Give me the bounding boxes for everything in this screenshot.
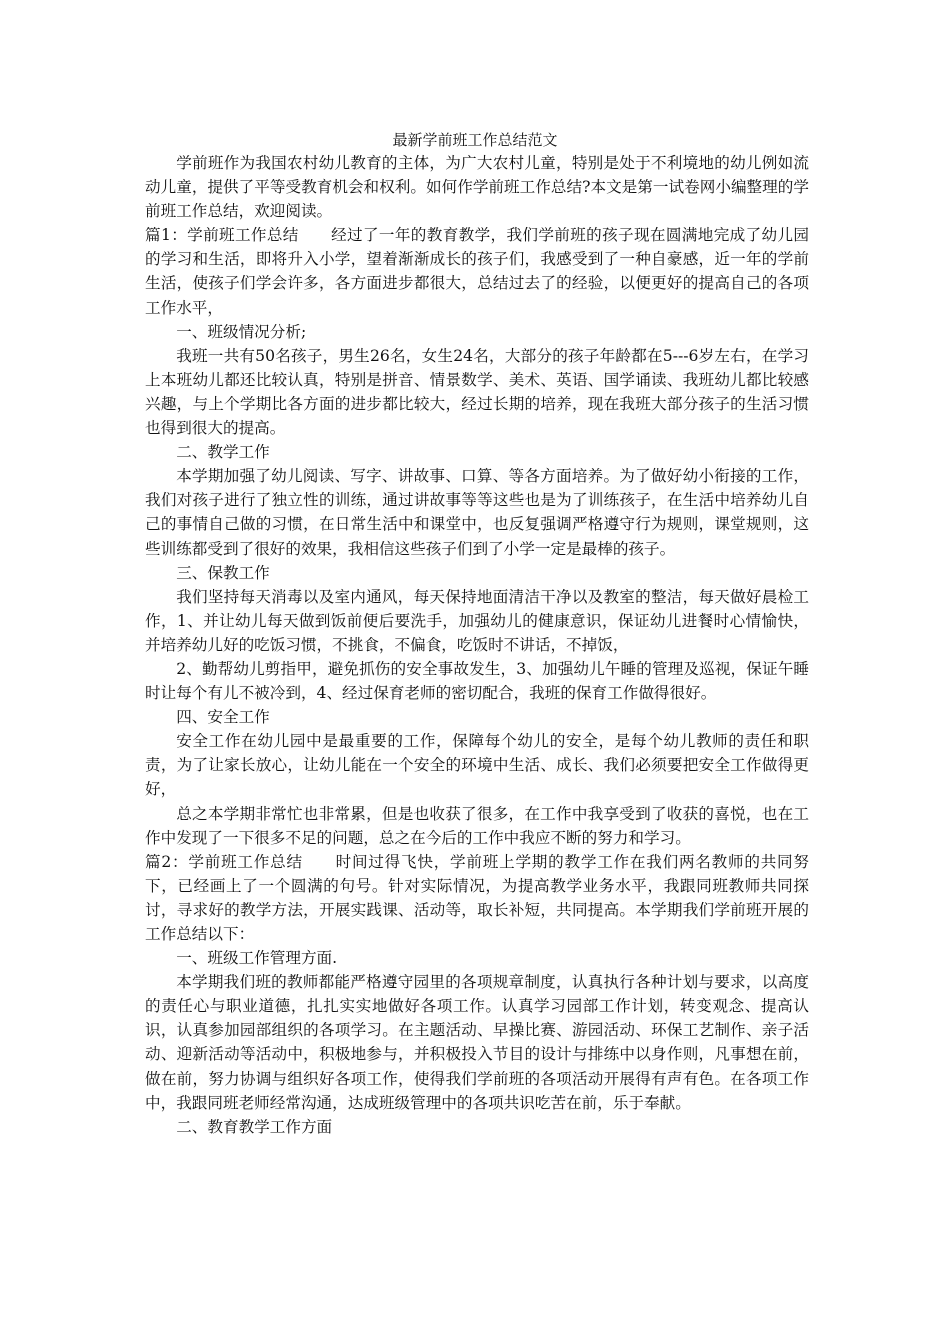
document-title: 最新学前班工作总结范文 [392,131,558,149]
section-paragraph: 安全工作在幼儿园中是最重要的工作，保障每个幼儿的安全，是每个幼儿教师的责任和职责，为了让家长放心，让幼儿能在一个安全的环境中生活、成长、我们必须要把安全工作做得更好， [145,732,809,799]
section-paragraph: 我们坚持每天消毒以及室内通风，每天保持地面清洁干净以及教室的整洁，每天做好晨检工作，1、并让幼儿每天做到饭前便后要洗手，加强幼儿的健康意识，保证幼儿进餐时心情愉快，并培养幼儿好的吃饭习惯，不挑食，不偏食，吃饭时不讲话，不掉饭， [145,587,809,654]
section-paragraph: 本学期我们班的教师都能严格遵守园里的各项规章制度，认真执行各种计划与要求，以高度的责任心与职业道德，扎扎实实地做好各项工作。认真学习园部工作计划，转变观念、提高认识，认真参加园部组织的各项学习。在主题活动、早操比赛、游园活动、环保工艺制作、亲子活动、迎新活动等活动中，积极地参与，并积极投入节目的设计与排练中以身作则，凡事想在前，做在前，努力协调与组织好各项工作，使得我们学前班的各项活动开展得有声有色。在各项工作中，我跟同班老师经常沟通，达成班级管理中的各项共识吃苦在前，乐于奉献。 [145,973,809,1112]
article2-lead-paragraph [145,850,809,946]
section-title: 三、保教工作 [176,563,270,582]
article1-heading: 篇1：学前班工作总结 [145,226,299,245]
section-title: 二、教育教学工作方面 [176,1117,333,1136]
article2-heading: 篇2：学前班工作总结 [145,852,303,871]
article2-lead: 时间过得飞快，学前班上学期的教学工作在我们两名教师的共同努下，已经画上了一个圆满的句号。针对实际情况，为提高教学业务水平，我跟同班教师共同探讨，寻求好的教学方法，开展实践课、活动等，取长补短，共同提高。本学期我们学前班开展的工作总结以下： [145,852,809,943]
section-title: 一、班级工作管理方面. [176,949,338,968]
section-title: 一、班级情况分析; [176,322,307,341]
section-title: 四、安全工作 [176,708,270,727]
article1-lead: 经过了一年的教育教学，我们学前班的孩子现在圆满地完成了幼儿园的学习和生活，即将升入小学，望着渐渐成长的孩子们，我感受到了一种自豪感，近一年的学前生活，使孩子们学会许多，各方面进步都很大，总结过去了的经验，以便更好的提高自己的各项工作水平， [145,226,809,317]
section-paragraph: 我班一共有50名孩子，男生26名，女生24名，大部分的孩子年龄都在5---6岁左右，在学习上本班幼儿都还比较认真，特别是拼音、情景数学、美术、英语、国学诵读、我班幼儿都比较感兴趣，与上个学期比各方面的进步都比较大，经过长期的培养，现在我班大部分孩子的生活习惯也得到很大的提高。 [145,346,809,438]
section-paragraph: 本学期加强了幼儿阅读、写字、讲故事、口算、等各方面培养。为了做好幼小衔接的工作，我们对孩子进行了独立性的训练，通过讲故事等等这些也是为了训练孩子，在生活中培养幼儿自己的事情自己做的习惯，在日常生活中和课堂中，也反复强调严格遵守行为规则，课堂规则，这些训练都受到了很好的效果，我相信这些孩子们到了小学一定是最棒的孩子。 [145,467,809,558]
summary-paragraph: 总之本学期非常忙也非常累，但是也收获了很多，在工作中我享受到了收获的喜悦，也在工作中发现了一下很多不足的问题，总之在今后的工作中我应不断的努力和学习。 [145,804,809,847]
document-body [145,151,809,1139]
section-title: 二、教学工作 [176,443,270,462]
section-paragraph: 2、勤帮幼儿剪指甲，避免抓伤的安全事故发生，3、加强幼儿午睡的管理及巡视，保证午睡时让每个有儿不被冷到，4、经过保育老师的密切配合，我班的保育工作做得很好。 [145,659,809,703]
article1-lead-paragraph [145,223,809,319]
intro-paragraph: 学前班作为我国农村幼儿教育的主体，为广大农村儿童，特别是处于不利境地的幼儿例如流动儿童，提供了平等受教育机会和权利。如何作学前班工作总结?本文是第一试卷网小编整理的学前班工作总结，欢迎阅读。 [145,154,809,221]
